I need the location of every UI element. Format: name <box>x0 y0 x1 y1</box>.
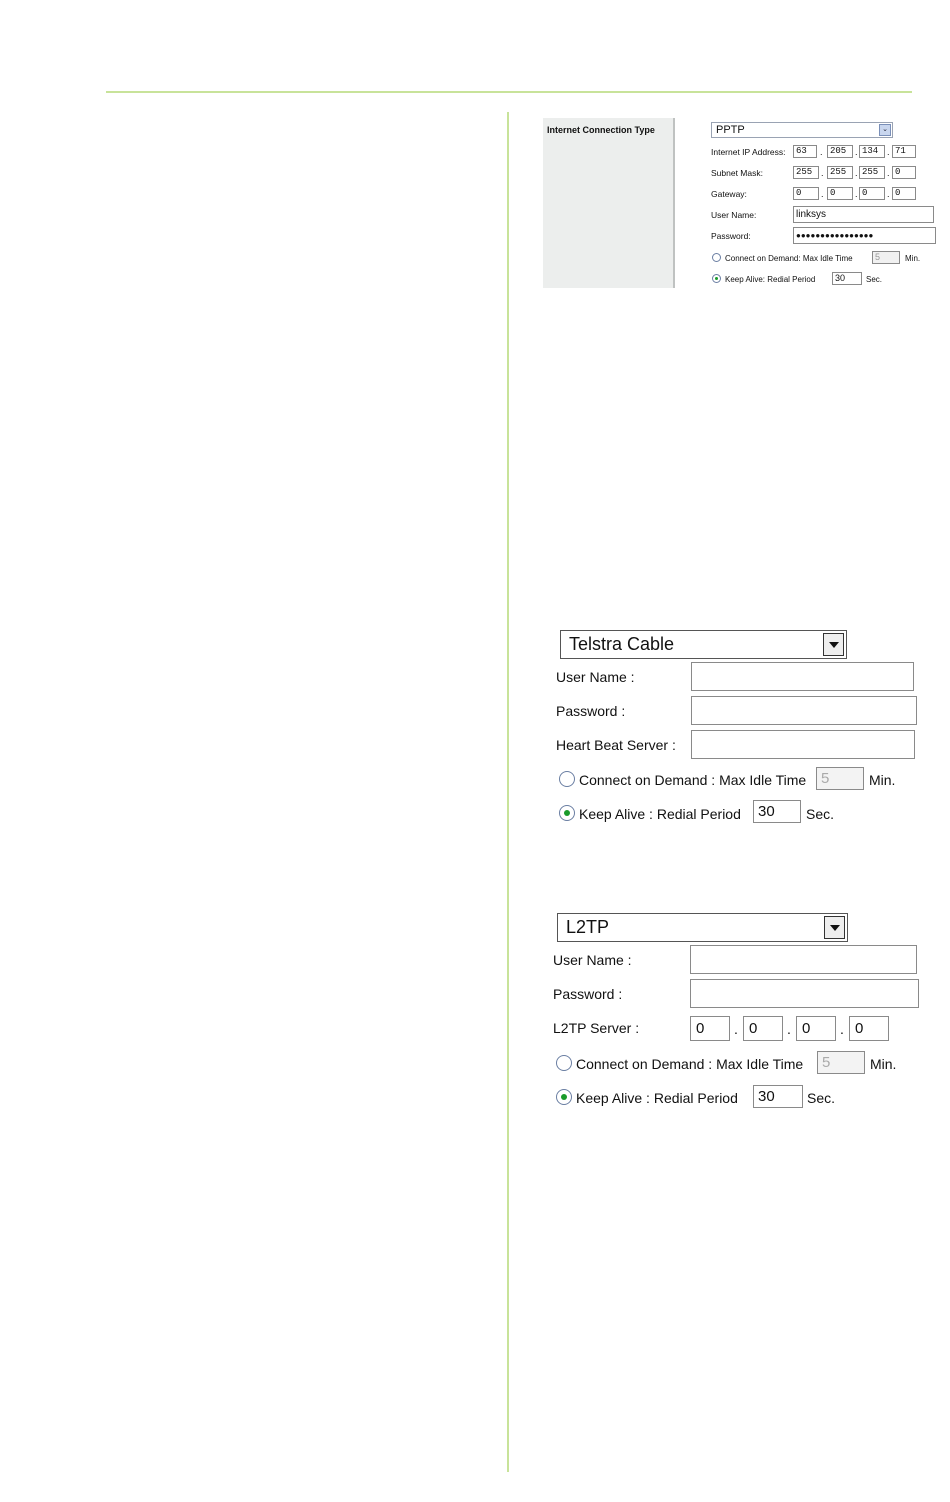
ip-octet-4[interactable]: 71 <box>892 145 916 158</box>
max-idle-time-input[interactable]: 5 <box>872 251 900 264</box>
connection-type-select[interactable] <box>711 122 893 138</box>
ip-address-label: Internet IP Address: <box>711 147 786 157</box>
password-input[interactable]: ●●●●●●●●●●●●●●●● <box>793 227 936 244</box>
gateway-octet-1[interactable]: 0 <box>793 187 819 200</box>
idle-unit: Min. <box>870 1056 897 1072</box>
connection-type-select[interactable] <box>557 913 848 942</box>
ip-octet-2[interactable]: 205 <box>827 145 853 158</box>
keep-alive-label: Keep Alive: Redial Period <box>725 275 816 284</box>
password-label: Password : <box>553 986 623 1002</box>
user-name-label: User Name : <box>553 952 632 968</box>
connect-on-demand-radio[interactable] <box>556 1055 572 1071</box>
ip-dot: . <box>820 147 823 157</box>
l2tp-server-label: L2TP Server : <box>553 1020 640 1036</box>
server-octet-3[interactable]: 0 <box>796 1016 836 1041</box>
server-dot: . <box>734 1021 738 1037</box>
user-name-input[interactable] <box>691 662 914 691</box>
redial-period-input[interactable]: 30 <box>832 272 862 285</box>
server-octet-1[interactable]: 0 <box>690 1016 730 1041</box>
gateway-octet-3[interactable]: 0 <box>859 187 885 200</box>
user-name-input[interactable]: linksys <box>793 206 934 223</box>
gateway-dot: . <box>887 189 890 199</box>
mask-dot: . <box>887 168 890 178</box>
server-dot: . <box>787 1021 791 1037</box>
connection-type-select[interactable] <box>560 630 847 659</box>
subnet-mask-label: Subnet Mask: <box>711 168 763 178</box>
max-idle-time-input[interactable]: 5 <box>816 767 864 790</box>
pptp-settings-panel <box>543 118 943 290</box>
keep-alive-radio[interactable] <box>556 1089 572 1105</box>
top-rule <box>106 91 912 93</box>
idle-unit: Min. <box>869 772 896 788</box>
heart-beat-server-label: Heart Beat Server : <box>556 737 676 753</box>
user-name-label: User Name : <box>556 669 635 685</box>
user-name-label: User Name: <box>711 210 757 220</box>
keep-alive-label: Keep Alive : Redial Period <box>576 1090 738 1106</box>
mask-dot: . <box>821 168 824 178</box>
chevron-down-icon[interactable] <box>823 633 844 656</box>
gateway-octet-4[interactable]: 0 <box>892 187 916 200</box>
connection-type-value: L2TP <box>566 917 610 937</box>
idle-unit: Min. <box>905 254 921 263</box>
heart-beat-server-input[interactable] <box>691 730 915 759</box>
connect-on-demand-label: Connect on Demand: Max Idle Time <box>725 254 853 263</box>
redial-unit: Sec. <box>807 1090 836 1106</box>
connect-on-demand-radio[interactable] <box>712 253 721 262</box>
mask-octet-4[interactable]: 0 <box>892 166 916 179</box>
server-octet-4[interactable]: 0 <box>849 1016 889 1041</box>
chevron-down-icon[interactable] <box>824 916 845 939</box>
connection-type-value: Telstra Cable <box>569 634 675 654</box>
ip-octet-3[interactable]: 134 <box>859 145 885 158</box>
redial-period-input[interactable]: 30 <box>753 800 801 823</box>
redial-period-input[interactable]: 30 <box>753 1085 803 1108</box>
ip-dot: . <box>855 147 858 157</box>
mask-octet-2[interactable]: 255 <box>827 166 853 179</box>
password-input[interactable] <box>691 696 917 725</box>
connection-type-label: Internet Connection Type <box>547 125 655 135</box>
ip-dot: . <box>887 147 890 157</box>
keep-alive-radio[interactable] <box>712 274 721 283</box>
password-label: Password: <box>711 231 751 241</box>
chevron-down-icon[interactable]: ⌄ <box>879 124 891 136</box>
max-idle-time-input[interactable]: 5 <box>817 1051 865 1074</box>
mask-octet-3[interactable]: 255 <box>859 166 885 179</box>
sidebar <box>543 118 675 288</box>
keep-alive-radio[interactable] <box>559 805 575 821</box>
connect-on-demand-label: Connect on Demand : Max Idle Time <box>579 772 807 788</box>
server-dot: . <box>840 1021 844 1037</box>
gateway-dot: . <box>855 189 858 199</box>
keep-alive-label: Keep Alive : Redial Period <box>579 806 741 822</box>
mask-dot: . <box>855 168 858 178</box>
connect-on-demand-label: Connect on Demand : Max Idle Time <box>576 1056 804 1072</box>
column-divider <box>507 112 509 1472</box>
gateway-dot: . <box>821 189 824 199</box>
connect-on-demand-radio[interactable] <box>559 771 575 787</box>
ip-octet-1[interactable]: 63 <box>793 145 817 158</box>
connection-type-value: PPTP <box>716 124 745 136</box>
password-input[interactable] <box>690 979 919 1008</box>
server-octet-2[interactable]: 0 <box>743 1016 783 1041</box>
password-label: Password : <box>556 703 626 719</box>
mask-octet-1[interactable]: 255 <box>793 166 819 179</box>
gateway-label: Gateway: <box>711 189 747 199</box>
user-name-input[interactable] <box>690 945 917 974</box>
redial-unit: Sec. <box>866 275 883 284</box>
gateway-octet-2[interactable]: 0 <box>827 187 853 200</box>
redial-unit: Sec. <box>806 806 835 822</box>
